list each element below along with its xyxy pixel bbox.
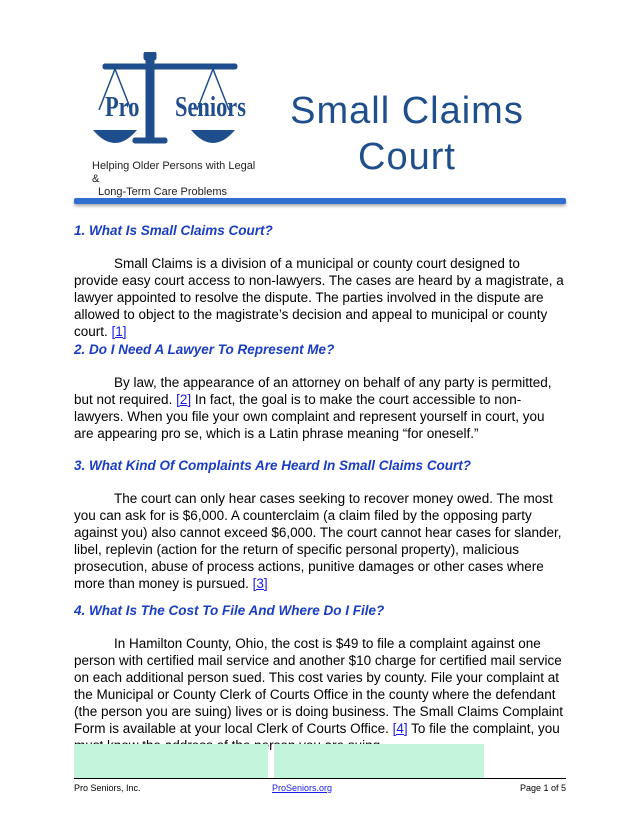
section-4 <box>74 603 566 754</box>
logo-word-seniors: Seniors <box>175 92 246 123</box>
section-heading: 2. Do I Need A Lawyer To Represent Me? <box>74 342 335 357</box>
footer-website-link[interactable]: ProSeniors.org <box>272 783 333 793</box>
title-line2: Court <box>358 136 456 178</box>
section-heading: 3. What Kind Of Complaints Are Heard In Small Claims Court? <box>74 458 472 473</box>
footnote-link-1[interactable]: [1] <box>111 324 127 339</box>
page-title <box>262 88 552 180</box>
highlight-block-right <box>274 744 484 778</box>
section-heading: 4. What Is The Cost To File And Where Do I File? <box>74 603 385 618</box>
footnote-link-3[interactable]: [3] <box>252 576 268 591</box>
section-body: The court can only hear cases seeking to recover money owed. The most you can ask for is $6,000. A counterclaim (a claim filed by the opposing party against you) also cannot exceed $6,000. The court cannot hear cases for slander, libel, replevin (action for the return of specific personal property), malicious prosecution, abuse of process actions, punitive damages or other cases where more than money is pursued. [3] <box>74 491 562 591</box>
section-body: By law, the appearance of an attorney on behalf of any party is permitted, but not required. [2] In fact, the goal is to make the court accessible to non-lawyers. When you file your own complaint and represent yourself in court, you are appearing pro se, which is a Latin phrase meaning “for oneself.” <box>74 375 552 441</box>
tagline-line2: Long-Term Care Problems <box>98 186 227 198</box>
footnote-link-4[interactable]: [4] <box>392 721 408 736</box>
section-heading: 1. What Is Small Claims Court? <box>74 223 273 238</box>
logo-word-pro: Pro <box>105 92 140 123</box>
section-2 <box>74 342 566 442</box>
footer-page-number: Page 1 of 5 <box>519 783 566 793</box>
title-line1: Small Claims <box>290 90 524 132</box>
tagline-line1: Helping Older Persons with Legal & <box>92 160 256 185</box>
footer-org: Pro Seniors, Inc. <box>74 783 141 793</box>
section-body: In Hamilton County, Ohio, the cost is $49 to file a complaint against one person with certified mail service and another $10 charge for certified mail service on each additional person sued. This cost varies by county. File your complaint at the Municipal or County Clerk of Courts Office in the county where the defendant (the person you are suing) lives or is doing business. The Small Claims Complaint Form is available at your local Clerk of Courts Office. [4] To file the complaint, you <box>74 636 563 736</box>
header-divider <box>74 198 566 204</box>
tagline <box>92 160 262 199</box>
section-body: Small Claims is a division of a municipal or county court designed to provide easy court access to non-lawyers. The cases are heard by a magistrate, a lawyer appointed to resolve the dispute. The parties involved in the dispute are allowed to object to the magistrate’s decision and appeal to municipal or county court. [1] <box>74 256 564 339</box>
section-1 <box>74 223 566 340</box>
highlight-block-left <box>74 744 268 778</box>
footnote-link-2[interactable]: [2] <box>176 392 192 407</box>
page-footer <box>74 778 566 793</box>
section-3 <box>74 458 566 592</box>
